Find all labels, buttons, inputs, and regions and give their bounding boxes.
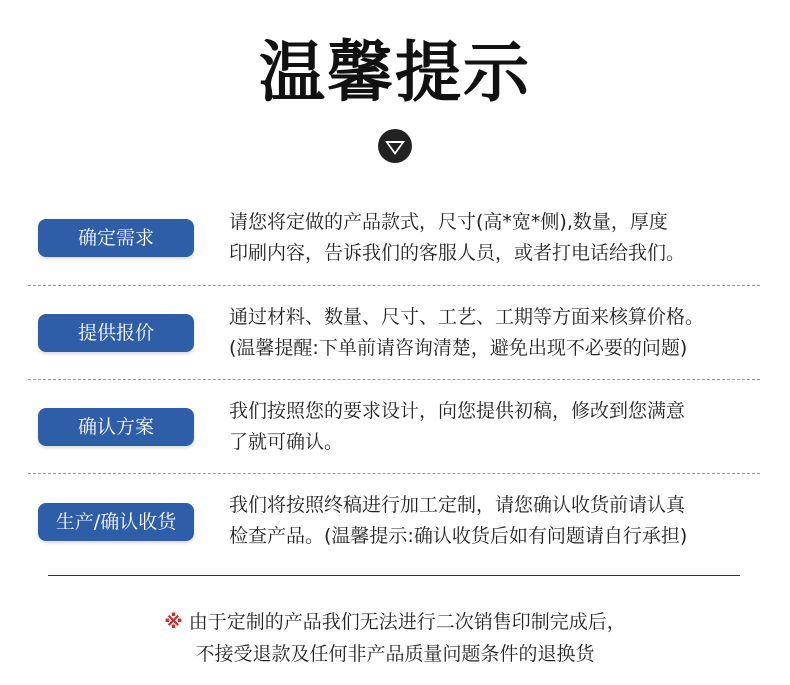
step-description (229, 490, 769, 552)
chevron-down-circle-icon (378, 129, 412, 163)
step-description-line: 我们按照您的要求设计，向您提供初稿，修改到您满意 (229, 400, 686, 422)
step-description-line: 印刷内容，告诉我们的客服人员，或者打电话给我们。 (229, 242, 686, 264)
step-description-line: 检查产品。(温馨提示:确认收货后如有问题请自行承担) (229, 525, 688, 547)
notice-mark: ※ (164, 611, 183, 633)
notice-line: 不接受退款及任何非产品质量问题条件的退换货 (195, 643, 595, 665)
step-description-line: 了就可确认。 (229, 431, 344, 453)
step-badge-confirm-plan: 确认方案 (38, 408, 194, 446)
step-badge-confirm-requirements: 确定需求 (38, 219, 194, 257)
step-badge-production-receipt: 生产/确认收货 (38, 503, 194, 541)
section-divider (48, 575, 740, 576)
step-description (229, 302, 769, 364)
step-description-line: (温馨提醒:下单前请咨询清楚，避免出现不必要的问题) (229, 337, 688, 359)
step-description-line: 通过材料、数量、尺寸、工艺、工期等方面来核算价格。 (229, 306, 705, 328)
step-description (229, 396, 769, 458)
divider (28, 473, 760, 474)
divider (28, 379, 760, 380)
step-badge-provide-quote: 提供报价 (38, 314, 194, 352)
step-description (229, 207, 769, 269)
step-description-line: 请您将定做的产品款式，尺寸(高*宽*侧),数量，厚度 (229, 211, 668, 233)
page-title: 温馨提示 (259, 34, 531, 111)
divider (28, 285, 760, 286)
refund-notice (0, 606, 790, 670)
step-description-line: 我们将按照终稿进行加工定制，请您确认收货前请认真 (229, 494, 686, 516)
notice-line: 由于定制的产品我们无法进行二次销售印制完成后， (188, 611, 626, 633)
